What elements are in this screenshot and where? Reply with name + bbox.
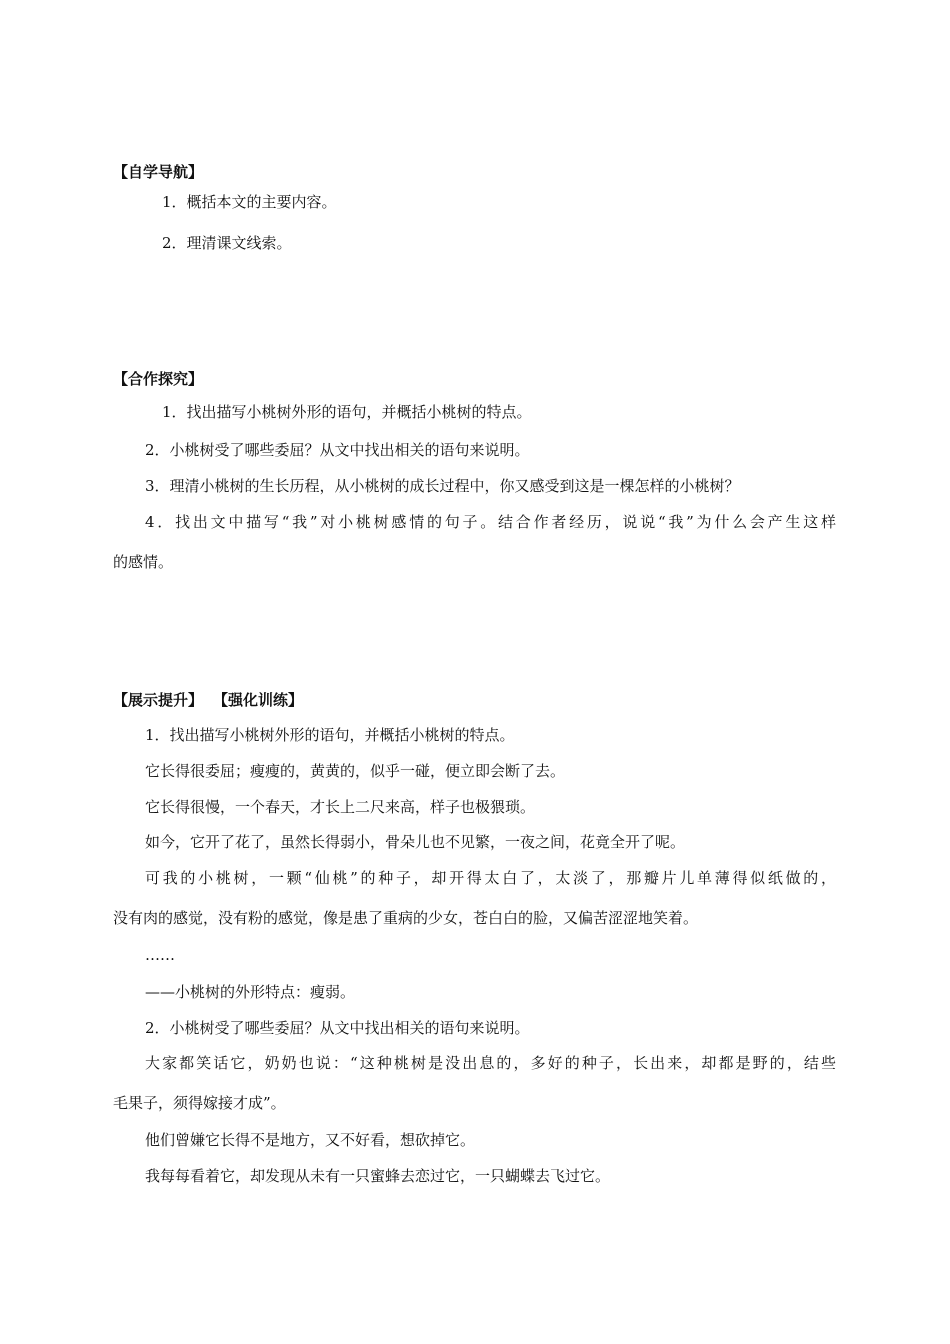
inquiry-item-2: 2．小桃树受了哪些委屈？从文中找出相关的语句来说明。 [145,441,530,459]
inquiry-item-4: 4．找出文中描写“我”对小桃树感情的句子。结合作者经历，说说“我”为什么会产生这样 [145,513,836,531]
answer-line-bees: 我每每看着它，却发现从未有一只蜜蜂去恋过它，一只蝴蝶去飞过它。 [145,1167,611,1185]
answer-line-grandma-continued: 毛果子，须得嫁接才成”。 [113,1094,286,1112]
answer-line-1: 1．找出描写小桃树外形的语句，并概括小桃树的特点。 [145,726,515,744]
inquiry-item-3: 3．理清小桃树的生长历程，从小桃树的成长过程中，你又感受到这是一棵怎样的小桃树？ [145,477,740,495]
answer-line-2: 它长得很委屈；瘦瘦的，黄黄的，似乎一碰，便立即会断了去。 [145,762,566,780]
inquiry-item-4-continued: 的感情。 [113,553,174,571]
answer-line-5: 可我的小桃树，一颗“仙桃”的种子，却开得太白了，太淡了，那瓣片儿单薄得似纸做的， [145,869,836,887]
section-heading-self-study: 【自学导航】 [113,163,204,181]
answer-line-cut-down: 他们曾嫌它长得不是地方，又不好看，想砍掉它。 [145,1131,476,1149]
self-study-item-2: 2．理清课文线索。 [162,234,292,252]
section-heading-training: 【强化训练】 [213,691,304,709]
answer-line-6: 没有肉的感觉，没有粉的感觉，像是患了重病的少女，苍白白的脸，又偏苦涩涩地笑着。 [113,909,699,927]
ellipsis-line: …… [145,946,175,964]
trait-summary-line: ——小桃树的外形特点：瘦弱。 [145,983,356,1001]
answer-line-grandma: 大家都笑话它，奶奶也说：“这种桃树是没出息的，多好的种子，长出来，却都是野的，结些 [145,1054,836,1072]
inquiry-item-1: 1．找出描写小桃树外形的语句，并概括小桃树的特点。 [162,403,532,421]
answer-line-3: 它长得很慢，一个春天，才长上二尺来高，样子也极猥琐。 [145,798,536,816]
answer-line-4: 如今，它开了花了，虽然长得弱小，骨朵儿也不见繁，一夜之间，花竟全开了呢。 [145,833,686,851]
section-heading-cooperative-inquiry: 【合作探究】 [113,370,204,388]
section-heading-presentation: 【展示提升】 [113,691,204,709]
self-study-item-1: 1．概括本文的主要内容。 [162,193,337,211]
answer-question-2: 2．小桃树受了哪些委屈？从文中找出相关的语句来说明。 [145,1019,530,1037]
